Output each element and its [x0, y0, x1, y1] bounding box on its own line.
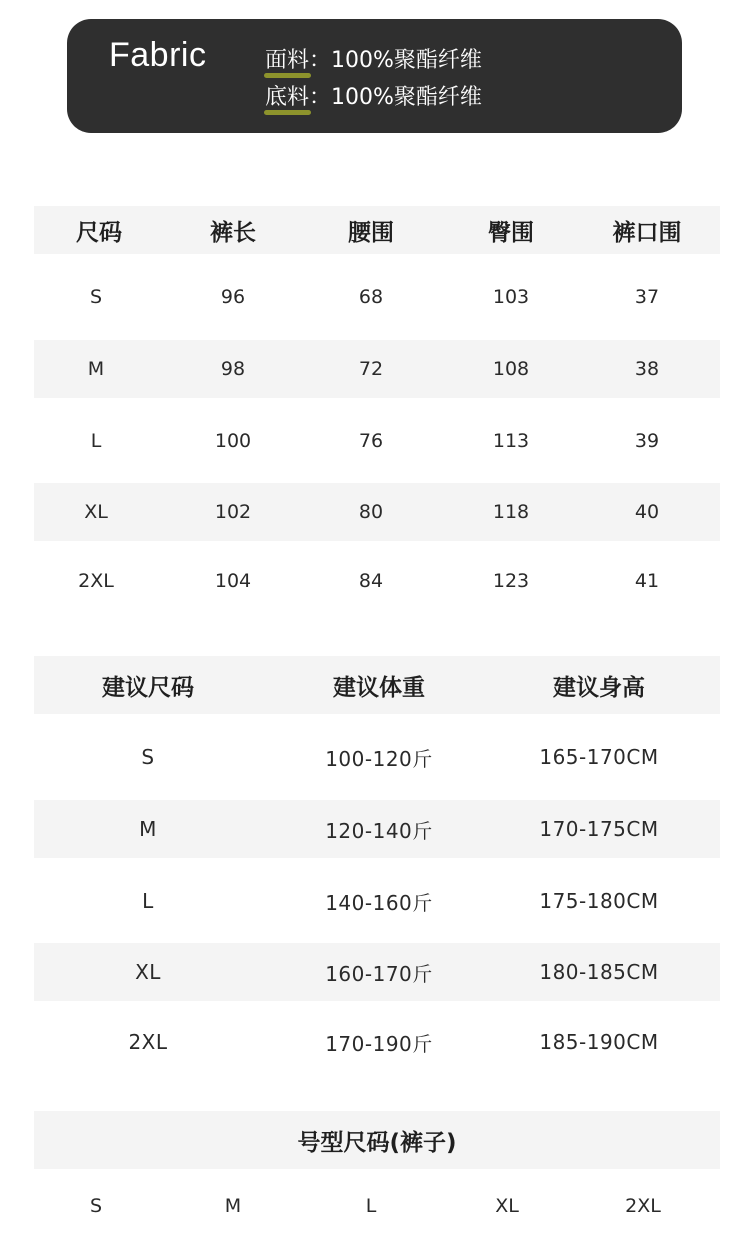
table-row [34, 943, 720, 1001]
cell-waist: 68 [358, 286, 384, 308]
table-row [34, 412, 720, 470]
model-size-item: L [365, 1195, 377, 1217]
model-size-item: M [224, 1195, 242, 1217]
header-length: 裤长 [210, 219, 256, 246]
header-recommend-size: 建议尺码 [102, 674, 194, 701]
header-recommend-weight: 建议体重 [333, 674, 425, 701]
table-row [34, 728, 720, 786]
cell-length: 100 [214, 430, 252, 452]
fabric-sep: ： [309, 48, 332, 73]
model-size-row [34, 1178, 720, 1234]
cell-waist: 72 [358, 358, 384, 380]
table-row [34, 552, 720, 610]
fabric-line-lining [265, 80, 482, 111]
cell-recommend-size: L [142, 889, 154, 913]
cell-hip: 103 [492, 286, 530, 308]
cell-size: L [90, 430, 102, 452]
recommend-table-header [34, 656, 720, 714]
cell-leg-opening: 37 [634, 286, 660, 308]
cell-hip: 108 [492, 358, 530, 380]
fabric-banner [67, 19, 682, 133]
cell-waist: 84 [358, 570, 384, 592]
cell-recommend-weight: 100-120斤 [325, 746, 433, 771]
cell-hip: 118 [492, 501, 530, 523]
cell-hip: 123 [492, 570, 530, 592]
header-size: 尺码 [76, 219, 122, 246]
cell-leg-opening: 38 [634, 358, 660, 380]
fabric-title: Fabric [109, 36, 207, 74]
fabric-key-outer: 面料 [265, 43, 309, 74]
fabric-value-outer: 100%聚酯纤维 [331, 48, 482, 73]
cell-recommend-size: 2XL [128, 1030, 168, 1054]
cell-size: XL [84, 501, 108, 523]
cell-recommend-height: 165-170CM [539, 745, 659, 769]
cell-waist: 80 [358, 501, 384, 523]
cell-leg-opening: 39 [634, 430, 660, 452]
cell-recommend-weight: 170-190斤 [325, 1031, 433, 1056]
size-table-header [34, 206, 720, 254]
table-row [34, 800, 720, 858]
cell-recommend-weight: 140-160斤 [325, 890, 433, 915]
cell-length: 104 [214, 570, 252, 592]
cell-length: 102 [214, 501, 252, 523]
fabric-sep: ： [309, 85, 332, 110]
cell-leg-opening: 40 [634, 501, 660, 523]
header-waist: 腰围 [348, 219, 394, 246]
table-row [34, 1013, 720, 1071]
model-size-title: 号型尺码(裤子) [297, 1129, 457, 1156]
model-size-item: 2XL [625, 1195, 661, 1217]
cell-recommend-height: 180-185CM [539, 960, 659, 984]
table-row [34, 872, 720, 930]
header-leg-opening: 裤口围 [612, 219, 682, 246]
fabric-line-outer [265, 43, 482, 74]
cell-recommend-height: 170-175CM [539, 817, 659, 841]
model-size-header [34, 1111, 720, 1169]
cell-recommend-weight: 120-140斤 [325, 818, 433, 843]
cell-length: 98 [220, 358, 246, 380]
model-size-item: S [89, 1195, 103, 1217]
header-hip: 臀围 [488, 219, 534, 246]
cell-size: M [87, 358, 105, 380]
cell-waist: 76 [358, 430, 384, 452]
cell-recommend-height: 185-190CM [539, 1030, 659, 1054]
cell-recommend-height: 175-180CM [539, 889, 659, 913]
table-row [34, 268, 720, 326]
header-recommend-height: 建议身高 [553, 674, 645, 701]
cell-recommend-size: S [141, 745, 155, 769]
cell-size: 2XL [78, 570, 114, 592]
fabric-value-lining: 100%聚酯纤维 [331, 85, 482, 110]
table-row [34, 340, 720, 398]
cell-leg-opening: 41 [634, 570, 660, 592]
cell-recommend-weight: 160-170斤 [325, 961, 433, 986]
fabric-key-lining: 底料 [265, 80, 309, 111]
cell-recommend-size: XL [135, 960, 161, 984]
cell-size: S [89, 286, 103, 308]
table-row [34, 483, 720, 541]
cell-hip: 113 [492, 430, 530, 452]
cell-length: 96 [220, 286, 246, 308]
cell-recommend-size: M [139, 817, 157, 841]
model-size-item: XL [495, 1195, 519, 1217]
